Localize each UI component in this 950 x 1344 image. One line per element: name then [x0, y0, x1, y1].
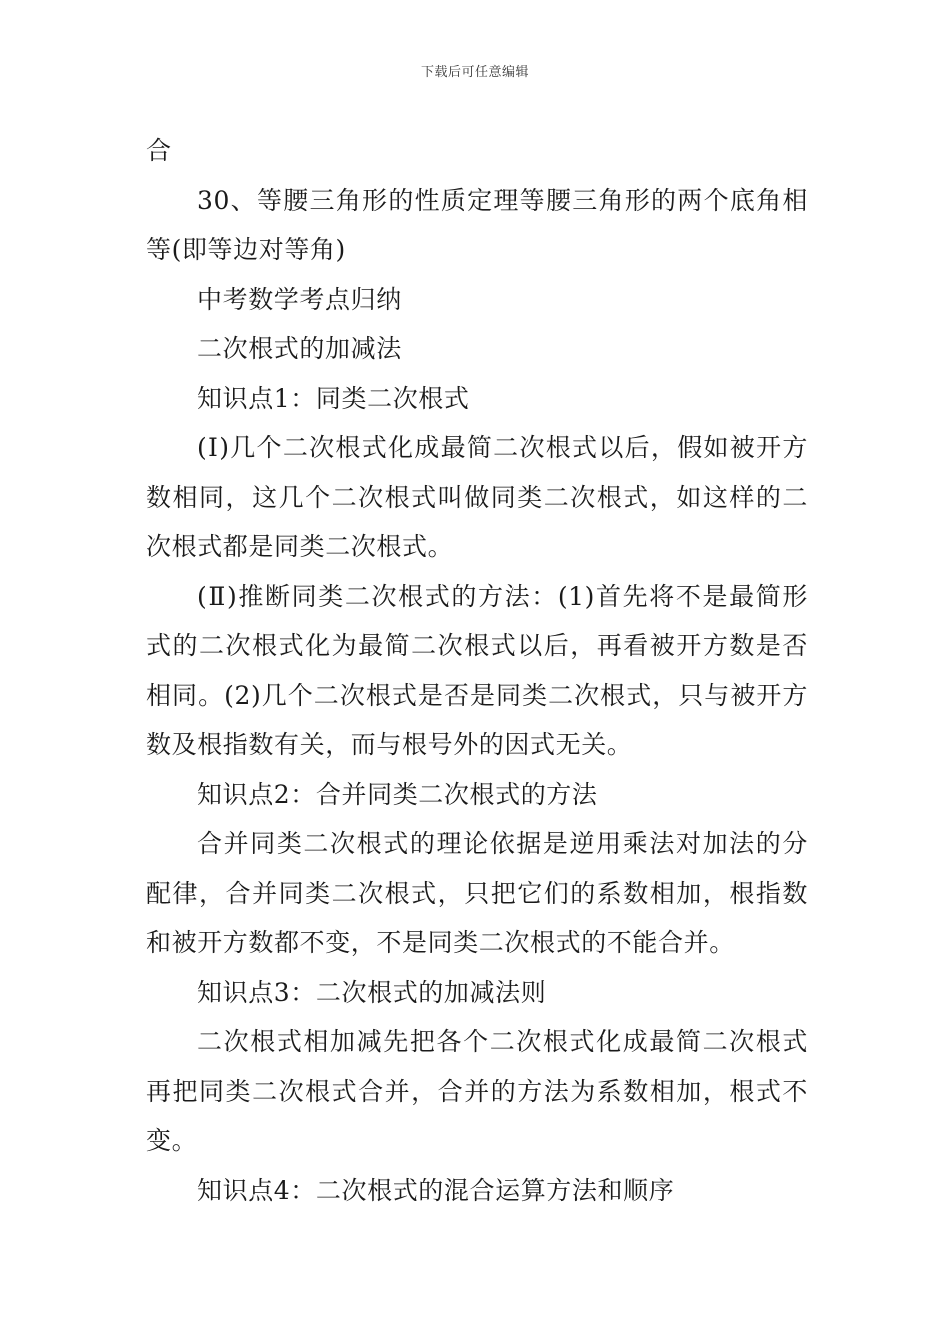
page-header: 下载后可任意编辑	[420, 65, 529, 80]
paragraph-definition: (Ⅰ)几个二次根式化成最简二次根式以后，假如被开方数相同，这几个二次根式叫做同类二次根式，如这样的二次根式都是同类二次根式。	[146, 433, 808, 561]
document-body	[146, 126, 808, 1215]
topic-heading: 二次根式的加减法	[197, 334, 402, 363]
knowledge-point-2-heading: 知识点2：合并同类二次根式的方法	[197, 779, 598, 809]
knowledge-point-3-heading: 知识点3：二次根式的加减法则	[197, 977, 547, 1007]
paragraph-theorem-30: 30、等腰三角形的性质定理等腰三角形的两个底角相等(即等边对等角)	[146, 185, 808, 264]
paragraph-add-subtract-rule: 二次根式相加减先把各个二次根式化成最简二次根式再把同类二次根式合并，合并的方法为系数相加，根式不变。	[146, 1027, 808, 1155]
paragraph-method: (Ⅱ)推断同类二次根式的方法：(1)首先将不是最简形式的二次根式化为最简二次根式以后，再看被开方数是否相同。(2)几个二次根式是否是同类二次根式，只与被开方数及根指数有关，而与根号外的因式无关。	[146, 581, 808, 759]
paragraph-continuation: 合	[146, 136, 172, 165]
section-heading: 中考数学考点归纳	[197, 284, 402, 314]
knowledge-point-4-heading: 知识点4：二次根式的混合运算方法和顺序	[197, 1175, 675, 1205]
knowledge-point-1-heading: 知识点1：同类二次根式	[197, 383, 470, 413]
paragraph-merge-rule: 合并同类二次根式的理论依据是逆用乘法对加法的分配律，合并同类二次根式，只把它们的系数相加，根指数和被开方数都不变，不是同类二次根式的不能合并。	[146, 829, 808, 957]
